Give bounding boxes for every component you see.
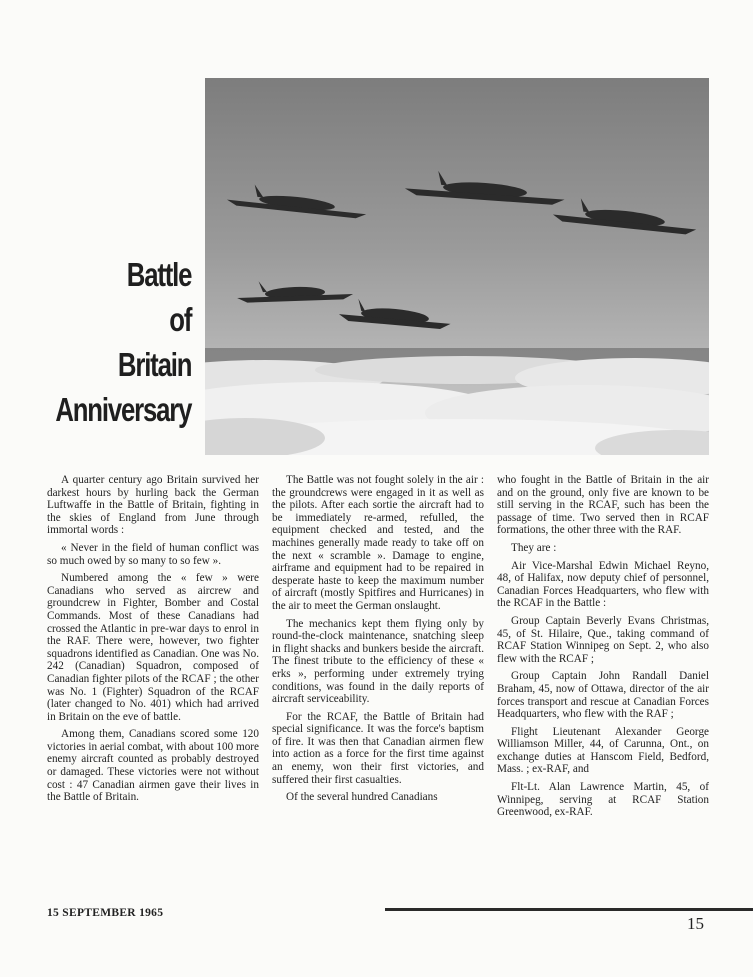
paragraph: Among them, Canadians scored some 120 victories in aerial combat, with about 100 more enemy aircraft counted as probably destroyed or damaged. These victories were not without cost : 47 Canadian airmen gave their lives in the Battle of Britain. (47, 728, 259, 804)
footer-divider (385, 908, 753, 911)
paragraph: Of the several hundred Canadians (286, 791, 438, 804)
paragraph: For the RCAF, the Battle of Britain had special significance. It was the force's baptism of fire. It was then that Canadian airmen flew into action as a force for the first time against an enemy, won their first victories, and suffered their first casualties. (272, 710, 484, 786)
text-column-1 (47, 474, 259, 809)
paragraph: They are : (511, 541, 557, 554)
article-title (55, 252, 191, 432)
paragraph: A quarter century ago Britain survived her darkest hours by hurling back the German Luftwaffe in the Battle of Britain, fighting in the skies of England from June through immortal words : (47, 474, 259, 537)
paragraph: Air Vice-Marshal Edwin Michael Reyno, 48, of Halifax, now deputy chief of personnel, Canadian Forces Headquarters, who flew with the RCAF in the Battle : (497, 559, 709, 610)
paragraph: Flt-Lt. Alan Lawrence Martin, 45, of Winnipeg, serving at RCAF Station Greenwood, ex-RAF. (497, 781, 709, 819)
title-line: Anniversary (55, 391, 191, 428)
paragraph: who fought in the Battle of Britain in the air and on the ground, only five are known to be still serving in the RCAF, such has been the passage of time. Two served then in RCAF formations, the other three with the RAF. (497, 474, 709, 537)
paragraph: « Never in the field of human conflict was so much owed by so many to so few ». (47, 541, 259, 567)
title-line: Battle (126, 256, 191, 293)
paragraph: Numbered among the « few » were Canadians who served as aircrew and groundcrew in Fighter, Bomber and Costal Commands. Most of these Canadians had crossed the Atlantic in pre-war days to enrol in the RAF. There were, however, two fighter squadrons identified as Canadian. One was No. 242 (Canadian) Squadron, composed of Canadian fighter pilots of the RCAF ; the other was No. 1 (Fighter) Squadron of the RCAF (later changed to No. 401) which had arrived in Britain on the eve of battle. (47, 572, 259, 723)
paragraph: Group Captain John Randall Daniel Braham, 45, now of Ottawa, director of the air forces transport and rescue at Canadian Forces Headquarters, who flew with the RAF ; (497, 670, 709, 721)
title-line: of (169, 301, 191, 338)
text-column-3 (497, 474, 709, 824)
title-line: Britain (117, 346, 191, 383)
photo-aircraft-formation (205, 78, 709, 455)
page-number: 15 (687, 914, 704, 933)
text-column-2 (272, 474, 484, 809)
paragraph: The mechanics kept them flying only by round-the-clock maintenance, snatching sleep in flight shacks and bunkers beside the aircraft. The finest tribute to the efficiency of these « erks », performing under extremely trying conditions, was found in the daily reports of aircraft serviceability. (272, 617, 484, 706)
paragraph: Flight Lieutenant Alexander George Williamson Miller, 44, of Carunna, Ont., on exchange duties at Hanscom Field, Bedford, Mass. ; ex-RAF, and (497, 725, 709, 776)
paragraph: Group Captain Beverly Evans Christmas, 45, of St. Hilaire, Que., taking command of RCAF Station Winnipeg on Sept. 2, who also flew with the RCAF ; (497, 614, 709, 665)
issue-date: 15 SEPTEMBER 1965 (47, 907, 164, 919)
paragraph: The Battle was not fought solely in the air : the groundcrews were engaged in it as well as the pilots. After each sortie the aircraft had to be immediately re-armed, refulled, the equipment checked and tested, and the machines generally made ready to take off on the next « scramble ». Damage to engine, airframe and equipment had to be repaired in desperate haste to keep the maximum number of aircraft (mostly Spitfires and Hurricanes) in the air to meet the German onslaught. (272, 474, 484, 612)
aircraft-photo-image (205, 78, 709, 455)
